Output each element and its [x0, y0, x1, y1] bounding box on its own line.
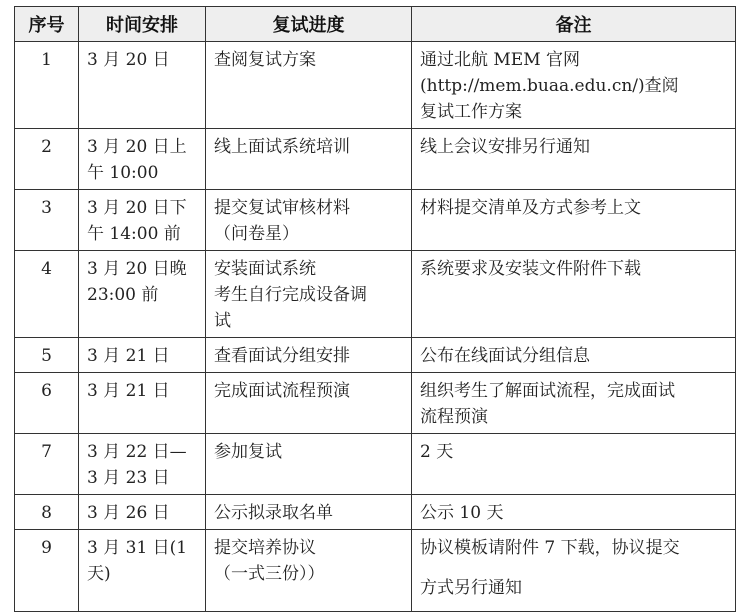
time-text: 3 月 26 日: [87, 503, 170, 523]
time-text: 3 月 21 日: [87, 381, 170, 401]
progress-cell: [206, 530, 412, 612]
note-cell: [412, 251, 736, 338]
time-text: 3 月 20 日下: [87, 198, 187, 218]
row-number: 7: [15, 434, 79, 495]
note-text: 公布在线面试分组信息: [420, 346, 590, 366]
note-text: (http://mem.buaa.edu.cn/)查阅: [420, 76, 679, 96]
time-text: 3 月 20 日晚: [87, 259, 187, 279]
progress-text: 试: [214, 311, 231, 331]
time-cell: [79, 338, 206, 373]
time-cell: [79, 190, 206, 251]
progress-text: 线上面试系统培训: [214, 137, 350, 157]
schedule-table: [14, 6, 736, 612]
note-text: 通过北航 MEM 官网: [420, 50, 581, 70]
time-cell: [79, 530, 206, 612]
row-number: 5: [15, 338, 79, 373]
time-cell: [79, 251, 206, 338]
header-time: 时间安排: [79, 7, 206, 42]
table-row: [15, 338, 736, 373]
note-text: 公示 10 天: [420, 503, 504, 523]
time-text: 3 月 20 日: [87, 50, 170, 70]
schedule-document: [14, 6, 736, 612]
row-number: 4: [15, 251, 79, 338]
time-cell: [79, 434, 206, 495]
progress-text: 考生自行完成设备调: [214, 285, 367, 305]
note-text: 协议模板请附件 7 下载，协议提交: [420, 538, 680, 558]
row-number: 8: [15, 495, 79, 530]
note-text: 材料提交清单及方式参考上文: [420, 198, 641, 218]
progress-cell: [206, 251, 412, 338]
time-text: 3 月 31 日(1: [87, 538, 188, 558]
time-cell: [79, 129, 206, 190]
note-cell: [412, 434, 736, 495]
progress-text: 查看面试分组安排: [214, 346, 350, 366]
header-row: [15, 7, 736, 42]
progress-cell: [206, 42, 412, 129]
time-text: 天): [87, 564, 111, 584]
progress-text: 提交培养协议: [214, 538, 316, 558]
table-row: [15, 373, 736, 434]
note-cell: [412, 338, 736, 373]
progress-cell: [206, 373, 412, 434]
progress-text: 提交复试审核材料: [214, 198, 350, 218]
note-text: 2 天: [420, 442, 454, 462]
row-number: 2: [15, 129, 79, 190]
note-cell: [412, 190, 736, 251]
progress-text: （一式三份））: [214, 564, 325, 584]
row-number: 3: [15, 190, 79, 251]
progress-text: （问卷星）: [214, 224, 299, 244]
progress-cell: [206, 190, 412, 251]
table-row: [15, 495, 736, 530]
note-text: 流程预演: [420, 407, 488, 427]
time-cell: [79, 373, 206, 434]
time-cell: [79, 42, 206, 129]
header-progress: 复试进度: [206, 7, 412, 42]
time-text: 3 月 22 日—: [87, 442, 187, 462]
table-row: [15, 530, 736, 612]
time-text: 3 月 21 日: [87, 346, 170, 366]
note-cell: [412, 530, 736, 612]
time-cell: [79, 495, 206, 530]
table-row: [15, 190, 736, 251]
note-cell: [412, 129, 736, 190]
progress-text: 公示拟录取名单: [214, 503, 333, 523]
time-text: 3 月 23 日: [87, 468, 170, 488]
progress-text: 查阅复试方案: [214, 50, 316, 70]
progress-cell: [206, 434, 412, 495]
row-number: 9: [15, 530, 79, 612]
time-text: 午 14:00 前: [87, 224, 181, 244]
header-no: 序号: [15, 7, 79, 42]
note-text: 组织考生了解面试流程，完成面试: [420, 381, 675, 401]
table-row: [15, 42, 736, 129]
note-text: 系统要求及安装文件附件下载: [420, 259, 641, 279]
row-number: 6: [15, 373, 79, 434]
note-cell: [412, 373, 736, 434]
time-text: 23:00 前: [87, 285, 159, 305]
progress-cell: [206, 495, 412, 530]
time-text: 3 月 20 日上: [87, 137, 187, 157]
note-cell: [412, 42, 736, 129]
time-text: 午 10:00: [87, 163, 159, 183]
note-cell: [412, 495, 736, 530]
note-text: 线上会议安排另行通知: [420, 137, 590, 157]
progress-cell: [206, 338, 412, 373]
progress-text: 完成面试流程预演: [214, 381, 350, 401]
note-text: 复试工作方案: [420, 102, 522, 122]
table-row: [15, 129, 736, 190]
progress-text: 参加复试: [214, 442, 282, 462]
table-row: [15, 434, 736, 495]
progress-cell: [206, 129, 412, 190]
note-text: 方式另行通知: [420, 578, 522, 598]
header-note: 备注: [412, 7, 736, 42]
table-row: [15, 251, 736, 338]
progress-text: 安装面试系统: [214, 259, 316, 279]
row-number: 1: [15, 42, 79, 129]
